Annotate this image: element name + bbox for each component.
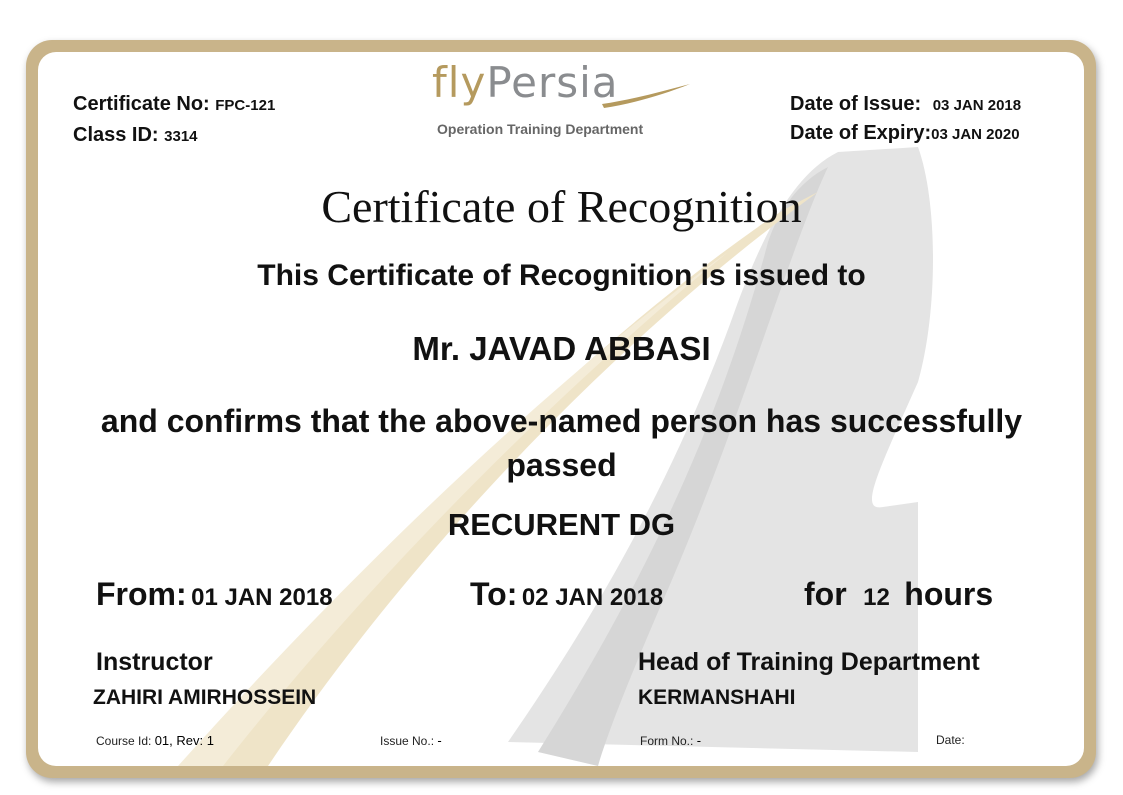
form-no-label: Form No.:	[640, 734, 694, 748]
date-of-expiry	[790, 122, 1020, 145]
date-of-issue	[790, 93, 1021, 116]
recipient-name: Mr. JAVAD ABBASI	[412, 330, 711, 367]
for-label: for	[804, 576, 847, 612]
course-name: RECURENT DG	[447, 507, 676, 542]
confirmation-text: and confirms that the above-named person has successfully passed	[100, 403, 1023, 483]
logo-department: Operation Training Department	[437, 121, 644, 137]
head-label: Head of Training Department	[638, 648, 980, 676]
instructor-label: Instructor	[96, 648, 213, 676]
from-label: From:	[96, 576, 187, 612]
course-id	[96, 733, 214, 748]
form-no-value: -	[696, 733, 702, 748]
class-id	[73, 124, 198, 147]
issue-no-label: Issue No.:	[380, 734, 435, 748]
to-value: 02 JAN 2018	[521, 584, 664, 611]
duration	[804, 576, 993, 613]
course-id-label: Course Id:	[96, 734, 152, 748]
date-issue-value: 03 JAN 2018	[932, 97, 1022, 114]
from-date	[96, 576, 333, 613]
class-id-value: 3314	[164, 128, 198, 145]
from-value: 01 JAN 2018	[191, 584, 333, 611]
issue-no-value: -	[437, 733, 442, 748]
date-label: Date:	[936, 733, 965, 747]
to-date	[470, 576, 663, 613]
hours-label: hours	[904, 576, 994, 612]
class-id-label: Class ID:	[73, 124, 159, 146]
head-name: KERMANSHAHI	[638, 686, 796, 709]
certificate-title: Certificate of Recognition	[321, 181, 802, 232]
course-id-value: 01, Rev: 1	[154, 733, 214, 748]
hours-value: 12	[863, 584, 890, 611]
issue-no	[380, 733, 442, 748]
logo-fly: fly	[432, 58, 487, 107]
date-expiry-value: 03 JAN 2020	[931, 126, 1020, 143]
date-expiry-label: Date of Expiry:	[790, 122, 932, 144]
form-no	[640, 733, 701, 748]
footer-date	[936, 733, 965, 747]
logo-persia: Persia	[486, 58, 619, 107]
date-issue-label: Date of Issue:	[790, 93, 922, 115]
certificate-no-label: Certificate No:	[73, 93, 210, 115]
certificate-no	[73, 93, 275, 116]
instructor-name: ZAHIRI AMIRHOSSEIN	[93, 686, 317, 709]
logo-wordmark	[432, 58, 619, 107]
flypersia-logo	[432, 58, 619, 107]
to-label: To:	[470, 576, 518, 612]
logo-swoosh-icon	[600, 80, 692, 110]
issued-to-line: This Certificate of Recognition is issued to	[257, 259, 866, 292]
certificate-no-value: FPC-121	[215, 97, 276, 114]
